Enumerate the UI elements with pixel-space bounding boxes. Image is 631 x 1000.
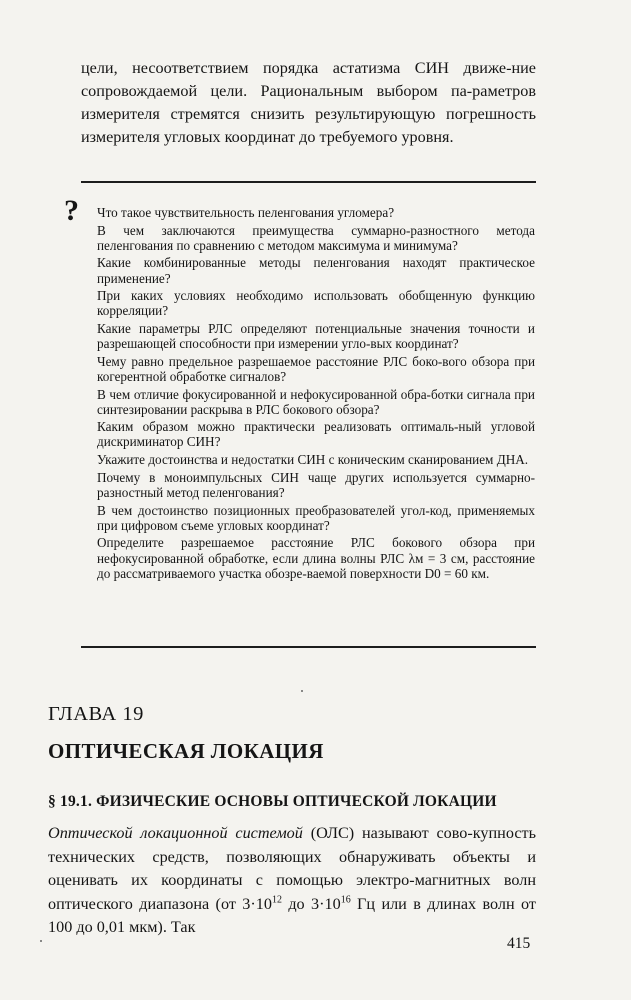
question-item: Что такое чувствительность пеленгования угломера? (97, 205, 395, 220)
defined-term: Оптической локационной системой (48, 824, 303, 842)
question-mark-icon: ? (64, 194, 79, 227)
intro-paragraph (81, 57, 536, 149)
question-item: При каких условиях необходимо использовать обобщенную функцию корреляции? (97, 288, 535, 319)
review-questions-list (97, 205, 535, 583)
print-speck (40, 940, 42, 942)
question-item: В чем достоинство позиционных преобразователей угол-код, применяемых при цифровом съеме угловых координат? (97, 502, 535, 533)
body-paragraph (48, 822, 536, 940)
print-speck (301, 690, 303, 692)
chapter-label: ГЛАВА 19 (48, 703, 144, 725)
question-item: Укажите достоинства и недостатки СИН с коническим сканированием ДНА. (97, 452, 529, 468)
questions-bottom-rule (81, 646, 536, 648)
question-item: В чем отличие фокусированной и нефокусированной обра-ботки сигнала при синтезировании раскрыва в РЛС бокового обзора? (97, 386, 535, 417)
question-item: Какие комбинированные методы пеленгования находят практическое применение? (97, 255, 535, 286)
page-number: 415 (507, 935, 531, 952)
question-item: Почему в моноимпульсных СИН чаще других используется суммарно-разностный метод пеленгования? (97, 469, 535, 500)
question-item: Каким образом можно практически реализовать оптималь-ный угловой дискриминатор СИН? (97, 419, 535, 450)
body-text-part-a: (ОЛС) называют сово-купность технических средств, позволяющих обнаруживать объекты и оценивать их координаты с помощью электро-магнитных волн оптического диапазона (от 3·10 (48, 824, 536, 913)
question-item: Определите разрешаемое расстояние РЛС бокового обзора при нефокусированной обработке, если длина волны РЛС λм = 3 см, расстояние до рассматриваемого участка обозре-ваемой поверхности D0 = 60 км. (97, 535, 535, 581)
body-text (48, 822, 536, 940)
question-item: Какие параметры РЛС определяют потенциальные значения точности и разрешающей способности при измерении угло-вых координат? (97, 321, 535, 352)
chapter-title: ОПТИЧЕСКАЯ ЛОКАЦИЯ (48, 739, 324, 763)
exponent-b: 16 (340, 894, 351, 906)
question-item: Чему равно предельное разрешаемое расстояние РЛС боко-вого обзора при когерентной обработке сигналов? (97, 353, 535, 384)
body-text-part-c: Гц или в длинах волн от 100 до 0,01 мкм). Так (48, 894, 536, 936)
intro-text: цели, несоответствием порядка астатизма СИН движе-ние сопровождаемой цели. Рациональным выбором па-раметров измерителя стремятся снизить результирующую погрешность измерителя угловых координат до требуемого уровня. (81, 59, 536, 146)
questions-top-rule (81, 181, 536, 183)
question-item: В чем заключаются преимущества суммарно-разностного метода пеленгования по сравнению с методом максимума и минимума? (97, 222, 535, 253)
body-text-part-b: до 3·10 (281, 894, 341, 913)
section-title: § 19.1. ФИЗИЧЕСКИЕ ОСНОВЫ ОПТИЧЕСКОЙ ЛОКАЦИИ (48, 793, 497, 810)
exponent-a: 12 (271, 894, 282, 906)
